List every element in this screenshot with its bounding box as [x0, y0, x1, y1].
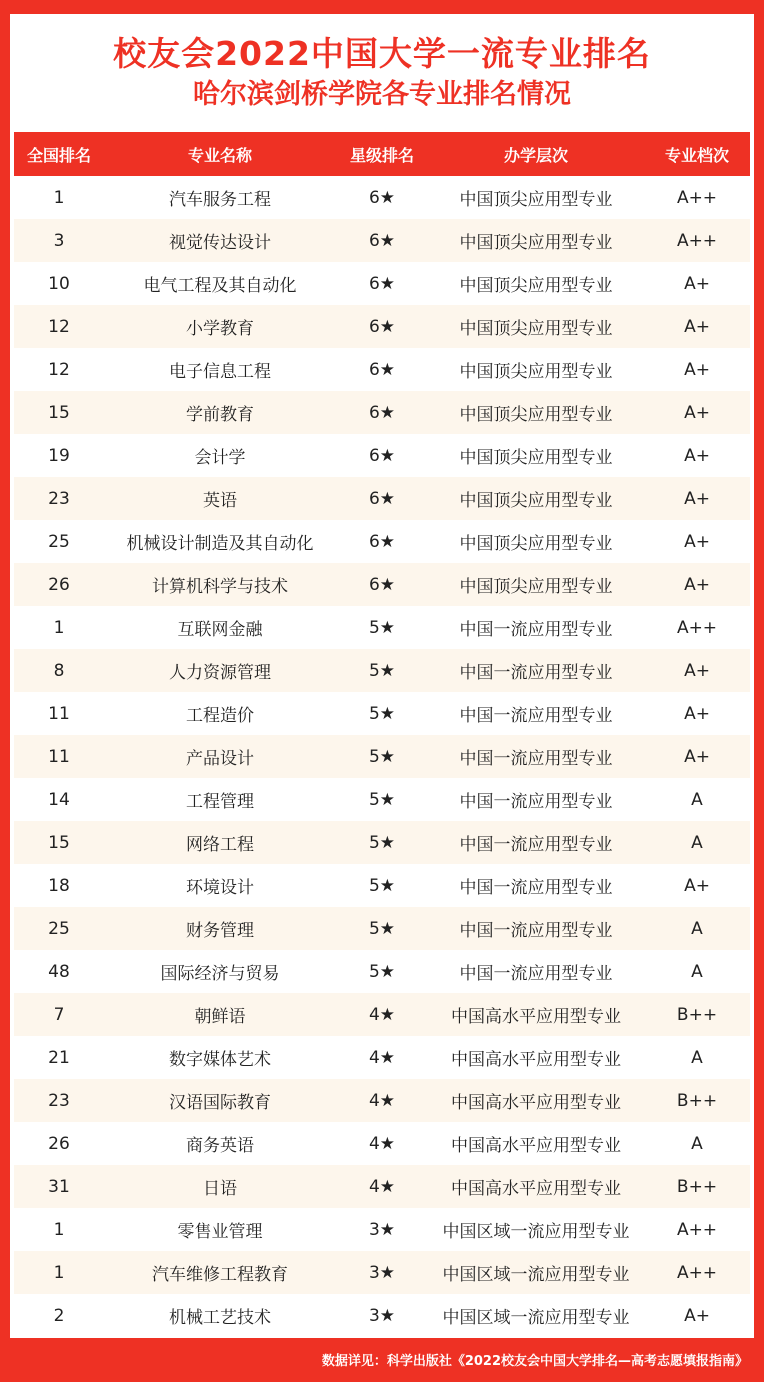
cell-star-rank: 3★ [368, 1305, 396, 1326]
cell-level: 中国顶尖应用型专业 [459, 233, 613, 253]
cell-star-rank: 6★ [368, 402, 396, 423]
cell-level: 中国区域一流应用型专业 [442, 1265, 630, 1285]
cell-star-rank: 4★ [368, 1004, 396, 1025]
table-row [14, 563, 750, 606]
cell-major-name: 日语 [203, 1179, 237, 1199]
table-row [14, 391, 750, 434]
cell-star-rank: 6★ [368, 488, 396, 509]
cell-level: 中国高水平应用型专业 [451, 1136, 621, 1156]
cell-star-rank: 5★ [368, 746, 396, 767]
cell-level: 中国一流应用型专业 [459, 878, 613, 898]
cell-grade: A+ [684, 273, 710, 294]
table-row [14, 907, 750, 950]
cell-grade: B++ [676, 1176, 718, 1197]
table-row [14, 262, 750, 305]
table-row [14, 1251, 750, 1294]
table-row [14, 950, 750, 993]
cell-grade: A+ [684, 1305, 710, 1326]
cell-level: 中国一流应用型专业 [459, 620, 613, 640]
cell-major-name: 汽车维修工程教育 [152, 1265, 288, 1285]
cell-national-rank: 11 [48, 746, 70, 767]
table-row [14, 606, 750, 649]
table-row [14, 993, 750, 1036]
cell-level: 中国区域一流应用型专业 [442, 1308, 630, 1328]
cell-major-name: 学前教育 [186, 405, 254, 425]
ranking-card [10, 14, 754, 1338]
cell-grade: A++ [676, 1262, 718, 1283]
cell-major-name: 数字媒体艺术 [169, 1050, 271, 1070]
ranking-table [14, 132, 750, 1337]
cell-major-name: 网络工程 [186, 835, 254, 855]
cell-star-rank: 6★ [368, 531, 396, 552]
cell-national-rank: 26 [48, 574, 70, 595]
table-row [14, 305, 750, 348]
cell-level: 中国高水平应用型专业 [451, 1179, 621, 1199]
cell-major-name: 机械工艺技术 [169, 1308, 271, 1328]
cell-star-rank: 6★ [368, 359, 396, 380]
table-row [14, 176, 750, 219]
cell-grade: A+ [684, 359, 710, 380]
cell-national-rank: 18 [48, 875, 70, 896]
cell-star-rank: 5★ [368, 703, 396, 724]
cell-grade: A++ [676, 617, 718, 638]
cell-major-name: 人力资源管理 [169, 663, 271, 683]
cell-grade: A [691, 832, 703, 853]
cell-major-name: 环境设计 [186, 878, 254, 898]
cell-grade: A+ [684, 746, 710, 767]
header-major-name: 专业名称 [187, 145, 252, 165]
cell-level: 中国一流应用型专业 [459, 921, 613, 941]
table-row [14, 778, 750, 821]
header-grade: 专业档次 [664, 145, 729, 165]
cell-national-rank: 26 [48, 1133, 70, 1154]
cell-grade: A [691, 961, 703, 982]
cell-national-rank: 10 [48, 273, 70, 294]
cell-star-rank: 6★ [368, 187, 396, 208]
cell-grade: A+ [684, 531, 710, 552]
cell-grade: A [691, 789, 703, 810]
cell-major-name: 商务英语 [186, 1136, 254, 1156]
cell-grade: A++ [676, 230, 718, 251]
cell-major-name: 财务管理 [186, 921, 254, 941]
cell-star-rank: 6★ [368, 230, 396, 251]
cell-national-rank: 23 [48, 1090, 70, 1111]
cell-star-rank: 6★ [368, 273, 396, 294]
cell-major-name: 英语 [203, 491, 237, 511]
cell-level: 中国一流应用型专业 [459, 749, 613, 769]
cell-national-rank: 8 [53, 660, 65, 681]
cell-major-name: 互联网金融 [177, 620, 263, 640]
table-row [14, 1036, 750, 1079]
table-header-row [14, 132, 750, 176]
cell-star-rank: 5★ [368, 875, 396, 896]
cell-level: 中国顶尖应用型专业 [459, 405, 613, 425]
cell-grade: B++ [676, 1004, 718, 1025]
table-row [14, 821, 750, 864]
cell-national-rank: 11 [48, 703, 70, 724]
cell-star-rank: 4★ [368, 1176, 396, 1197]
cell-star-rank: 3★ [368, 1219, 396, 1240]
cell-level: 中国高水平应用型专业 [451, 1007, 621, 1027]
cell-level: 中国一流应用型专业 [459, 792, 613, 812]
cell-national-rank: 1 [53, 1219, 65, 1240]
cell-star-rank: 5★ [368, 832, 396, 853]
cell-level: 中国一流应用型专业 [459, 835, 613, 855]
cell-major-name: 工程管理 [186, 792, 254, 812]
cell-national-rank: 48 [48, 961, 70, 982]
cell-star-rank: 3★ [368, 1262, 396, 1283]
cell-level: 中国区域一流应用型专业 [442, 1222, 630, 1242]
cell-grade: A+ [684, 488, 710, 509]
cell-level: 中国顶尖应用型专业 [459, 577, 613, 597]
cell-level: 中国高水平应用型专业 [451, 1093, 621, 1113]
cell-level: 中国顶尖应用型专业 [459, 190, 613, 210]
cell-grade: A++ [676, 1219, 718, 1240]
cell-national-rank: 7 [53, 1004, 65, 1025]
cell-major-name: 工程造价 [186, 706, 254, 726]
cell-grade: A++ [676, 187, 718, 208]
cell-level: 中国顶尖应用型专业 [459, 534, 613, 554]
cell-national-rank: 14 [48, 789, 70, 810]
cell-national-rank: 15 [48, 402, 70, 423]
table-row [14, 348, 750, 391]
cell-national-rank: 23 [48, 488, 70, 509]
cell-national-rank: 31 [48, 1176, 70, 1197]
cell-national-rank: 25 [48, 918, 70, 939]
cell-star-rank: 5★ [368, 617, 396, 638]
cell-level: 中国顶尖应用型专业 [459, 448, 613, 468]
table-row [14, 434, 750, 477]
cell-major-name: 电子信息工程 [169, 362, 271, 382]
cell-major-name: 产品设计 [186, 749, 254, 769]
cell-star-rank: 5★ [368, 660, 396, 681]
cell-grade: A+ [684, 574, 710, 595]
cell-grade: A+ [684, 402, 710, 423]
table-row [14, 477, 750, 520]
cell-major-name: 汽车服务工程 [169, 190, 271, 210]
cell-level: 中国顶尖应用型专业 [459, 276, 613, 296]
cell-star-rank: 6★ [368, 574, 396, 595]
cell-grade: A [691, 1133, 703, 1154]
cell-level: 中国高水平应用型专业 [451, 1050, 621, 1070]
cell-major-name: 计算机科学与技术 [152, 577, 288, 597]
cell-level: 中国一流应用型专业 [459, 663, 613, 683]
table-row [14, 649, 750, 692]
cell-national-rank: 19 [48, 445, 70, 466]
table-row [14, 1165, 750, 1208]
cell-grade: A+ [684, 445, 710, 466]
cell-major-name: 视觉传达设计 [169, 233, 271, 253]
cell-level: 中国顶尖应用型专业 [459, 319, 613, 339]
source-note: 数据详见：科学出版社《2022校友会中国大学排名—高考志愿填报指南》 [321, 1354, 748, 1369]
header-level: 办学层次 [503, 145, 568, 165]
cell-major-name: 国际经济与贸易 [160, 964, 280, 984]
cell-grade: A+ [684, 316, 710, 337]
cell-star-rank: 6★ [368, 316, 396, 337]
cell-grade: A [691, 1047, 703, 1068]
cell-major-name: 电气工程及其自动化 [143, 276, 297, 296]
table-row [14, 1079, 750, 1122]
table-row [14, 864, 750, 907]
cell-star-rank: 4★ [368, 1133, 396, 1154]
table-row [14, 520, 750, 563]
cell-national-rank: 15 [48, 832, 70, 853]
table-row [14, 692, 750, 735]
cell-star-rank: 5★ [368, 789, 396, 810]
cell-national-rank: 2 [53, 1305, 65, 1326]
table-row [14, 1294, 750, 1337]
cell-national-rank: 25 [48, 531, 70, 552]
cell-national-rank: 1 [53, 617, 65, 638]
cell-star-rank: 5★ [368, 918, 396, 939]
cell-grade: B++ [676, 1090, 718, 1111]
cell-national-rank: 12 [48, 359, 70, 380]
page-title: 校友会2022中国大学一流专业排名 [113, 34, 651, 73]
cell-level: 中国顶尖应用型专业 [459, 362, 613, 382]
cell-level: 中国顶尖应用型专业 [459, 491, 613, 511]
cell-national-rank: 21 [48, 1047, 70, 1068]
cell-star-rank: 5★ [368, 961, 396, 982]
cell-national-rank: 1 [53, 187, 65, 208]
cell-major-name: 机械设计制造及其自动化 [126, 534, 314, 554]
header-national-rank: 全国排名 [26, 145, 91, 165]
cell-major-name: 会计学 [194, 448, 246, 468]
cell-major-name: 朝鲜语 [194, 1007, 246, 1027]
table-row [14, 1208, 750, 1251]
header-star-rank: 星级排名 [349, 145, 414, 165]
cell-level: 中国一流应用型专业 [459, 964, 613, 984]
table-row [14, 219, 750, 262]
cell-national-rank: 3 [53, 230, 65, 251]
table-body [14, 176, 750, 1337]
cell-star-rank: 4★ [368, 1047, 396, 1068]
cell-grade: A [691, 918, 703, 939]
table-row [14, 735, 750, 778]
cell-grade: A+ [684, 703, 710, 724]
cell-star-rank: 6★ [368, 445, 396, 466]
cell-national-rank: 1 [53, 1262, 65, 1283]
cell-star-rank: 4★ [368, 1090, 396, 1111]
cell-major-name: 小学教育 [186, 319, 254, 339]
cell-major-name: 汉语国际教育 [169, 1093, 271, 1113]
cell-grade: A+ [684, 875, 710, 896]
cell-level: 中国一流应用型专业 [459, 706, 613, 726]
cell-grade: A+ [684, 660, 710, 681]
page-subtitle: 哈尔滨剑桥学院各专业排名情况 [193, 79, 571, 110]
table-row [14, 1122, 750, 1165]
cell-national-rank: 12 [48, 316, 70, 337]
cell-major-name: 零售业管理 [177, 1222, 263, 1242]
